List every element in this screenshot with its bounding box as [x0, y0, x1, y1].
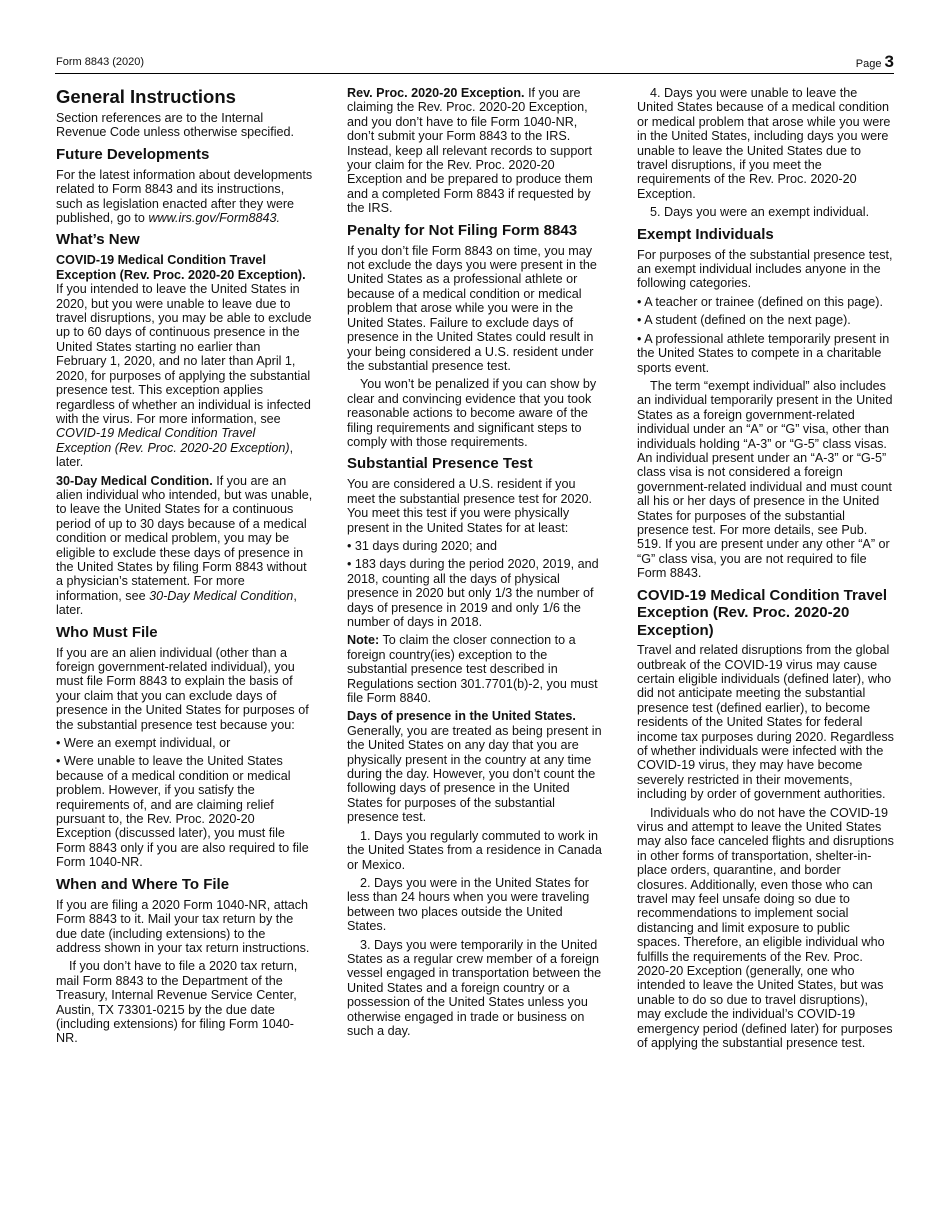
note-body: To claim the closer connection to a foreign country(ies) exception to the substantial presence test described in Regulations section 301.7701(b)-2, you must file Form 8840. [347, 633, 598, 706]
spt-heading: Substantial Presence Test [347, 455, 533, 473]
column-1 [56, 86, 313, 1050]
spt-text: You are considered a U.S. resident if you meet the substantial presence test for 2020. You meet this test if you were physically present in the United States for at least: [347, 477, 593, 535]
note-paragraph [347, 633, 604, 705]
days-item-4: 4. Days you were unable to leave the United States because of a medical condition or medical problem that arose while you were in the United States, including days you were unable to leave the United States due to travel disruptions, if you meet the requirements of the Rev. Proc. 2020-20 Exception. [637, 86, 891, 201]
spt-bullet-1: • 31 days during 2020; and [347, 538, 498, 553]
spt-bullet-2: • 183 days during the period 2020, 2019, and 2018, counting all the days of physical presence in 2020 but only 1/3 the number of days of presence in 2019 and only 1/6 the number of days in 2018. [347, 557, 599, 629]
revproc-body: If you are claiming the Rev. Proc. 2020-20 Exception, and you don’t have to file Form 1040-NR, don’t submit your Form 8843 to the IRS. Instead, keep all relevant records to support your claim for the Rev. Proc. 2020-20 Exception and be prepared to produce them and a completed Form 8843 if requested by the IRS. [347, 86, 593, 216]
when-text-2: If you don’t have to file a 2020 tax return, mail Form 8843 to the Department of the Treasury, Internal Revenue Service Center, Austin, TX 73301-0215 by the due date (including extensions) for filing Form 1040-NR. [56, 959, 298, 1046]
note-run-in-head: Note: [347, 633, 380, 648]
covid-exception-text-1: Travel and related disruptions from the global outbreak of the COVID-19 virus may cause certain eligible individuals (defined later), who did not anticipate meeting the substantial presence test (defined earlier), to become residents of the United States for federal income tax purposes during 2020. Regardless of whether individuals were infected with the COVID-19 virus, they may have become severely restricted in their movements, including by order of government authorities. [637, 643, 894, 802]
exempt-text-2: The term “exempt individual” also includes an individual temporarily present in the United States as a foreign government-related individual under an “A” or “G” visa, other than individuals holding “A-3” or “G-5” class visas. An individual present under an “A-3” or “G-5” class visa is not considered a foreign government-related individual and must count all his or her days of presence in the United States for purposes of the substantial presence test. For more details, see Pub. 519. If you are present under any other “A” or “G” class visa, you are not required to file Form 8843. [637, 378, 893, 581]
page-number-value: 3 [884, 52, 894, 71]
who-bullet-2: • Were unable to leave the United States because of a medical condition or medical problem. However, if you satisfy the requirements of, and are claiming relief pursuant to, the Rev. Proc. 2020-20 Exception (discussed later), you must file Form 8843 only if you are also required to file Form 1040-NR. [56, 754, 309, 870]
day30-ref: 30-Day Medical Condition [149, 588, 294, 603]
future-body: For the latest information about developments related to Form 8843 and its instructions, such as legislation enacted after they were published, go to [56, 167, 313, 226]
penalty-text-1: If you don’t file Form 8843 on time, you may not exclude the days you were present in the United States as a professional athlete or because of a medical condition or medical problem that arose while you were in the United States. Failure to exclude days of presence in the United States could result in your being considered a U.S. resident under the substantial presence test. [347, 243, 597, 373]
covid-run-in-head: COVID-19 Medical Condition Travel Exception (Rev. Proc. 2020-20 Exception). [56, 253, 306, 282]
page-number [856, 52, 894, 72]
exempt-individuals-heading: Exempt Individuals [637, 225, 774, 243]
whats-new-heading: What’s New [56, 231, 140, 249]
future-text [56, 168, 313, 226]
covid-exception-text-2: Individuals who do not have the COVID-19 virus and attempt to leave the United States may also face canceled flights and disruptions in other forms of transportation, shelter-in-place orders, quarantine, and border closures. Additionally, even those who can travel may feel unsafe doing so due to recommendations to implement social distancing and limit exposure to public spaces. Therefore, an eligible individual who fulfills the requirements of the Rev. Proc. 2020-20 Exception (generally, one who intended to leave the United States, but was unable to do so due to travel disruptions), may exclude the individual’s COVID-19 emergency period (defined later) for purposes of applying the substantial presence test. [637, 805, 894, 1051]
day30-run-in-head: 30-Day Medical Condition. [56, 473, 213, 488]
general-instructions-heading: General Instructions [56, 86, 236, 107]
days-item-3: 3. Days you were temporarily in the United States as a regular crew member of a foreign vessel engaged in transportation between the United States and a foreign country or a possession of the United States unless you otherwise engaged in trade or business on such a day. [347, 937, 602, 1038]
covid-end: , later. [56, 440, 294, 470]
day30-paragraph [56, 474, 313, 618]
covid-body: If you intended to leave the United States in 2020, but you were unable to leave due to travel disruptions, you may be able to exclude up to 60 days of continuous presence in the United States starting no earlier than February 1, 2020, and no later than April 1, 2020, for purposes of applying the substantial presence test. This exception applies regardless of whether an individual is infected with the virus. For more information, see [56, 282, 312, 426]
general-text: Section references are to the Internal Revenue Code unless otherwise specified. [56, 111, 295, 140]
days-run-in-head: Days of presence in the United States. [347, 709, 576, 724]
covid-exception-heading: COVID-19 Medical Condition Travel Exception (Rev. Proc. 2020-20 Exception) [637, 586, 888, 639]
penalty-text-2: You won’t be penalized if you can show by clear and convincing evidence that you took reasonable actions to become aware of the filing requirements and significant steps to comply with those requirements. [347, 377, 597, 449]
column-2 [347, 86, 604, 1042]
days-item-1: 1. Days you regularly commuted to work in the United States from a residence in Canada or Mexico. [347, 828, 602, 872]
covid-paragraph [56, 253, 313, 469]
revproc-paragraph [347, 86, 604, 216]
days-item-2: 2. Days you were in the United States for less than 24 hours when you were traveling between two places outside the United States. [347, 875, 590, 934]
who-text: If you are an alien individual (other than a foreign government-related individual), you must file Form 8843 to explain the basis of your claim that you can exclude days of presence in the United States for purposes of the substantial presence test because you: [56, 645, 309, 732]
when-text-1: If you are filing a 2020 Form 1040-NR, attach Form 8843 to it. Mail your tax return by the due date (including extensions) to the address shown in your tax return instructions. [56, 897, 310, 955]
future-url[interactable]: www.irs.gov/Form8843. [148, 211, 281, 226]
exempt-text: For purposes of the substantial presence test, an exempt individual includes anyone in the following categories. [637, 247, 893, 291]
who-bullet-1: • Were an exempt individual, or [56, 736, 231, 751]
column-3 [637, 86, 894, 1054]
page-label: Page [855, 58, 882, 70]
days-item-5: 5. Days you were an exempt individual. [650, 205, 870, 220]
exempt-bullet-1: • A teacher or trainee (defined on this page). [637, 294, 883, 309]
covid-ref: COVID-19 Medical Condition Travel Exception (Rev. Proc. 2020-20 Exception) [56, 426, 290, 455]
when-where-heading: When and Where To File [56, 875, 230, 893]
exempt-bullet-2: • A student (defined on the next page). [637, 313, 851, 328]
form-label: Form 8843 (2020) [56, 56, 145, 68]
future-developments-heading: Future Developments [56, 145, 210, 163]
penalty-heading: Penalty for Not Filing Form 8843 [347, 221, 578, 239]
who-must-file-heading: Who Must File [56, 623, 158, 641]
days-body: Generally, you are treated as being present in the United States on any day that you are physically present in the country at any time during the day. However, you don’t count the following days of presence in the United States for purposes of the substantial presence test. [347, 723, 602, 825]
revproc-run-in-head: Rev. Proc. 2020-20 Exception. [347, 86, 525, 100]
day30-end: , later. [56, 588, 297, 618]
days-paragraph [347, 709, 604, 824]
day30-body: If you are an alien individual who intended, but was unable, to leave the United States for a continuous period of up to 30 days because of a medical condition or medical problem, you may be eligible to exclude these days of presence in the United States by filing Form 8843 without a physician’s statement. For more information, see [56, 473, 313, 603]
exempt-bullet-3: • A professional athlete temporarily present in the United States to compete in a charitable sports event. [637, 331, 890, 375]
header-rule [55, 73, 894, 74]
